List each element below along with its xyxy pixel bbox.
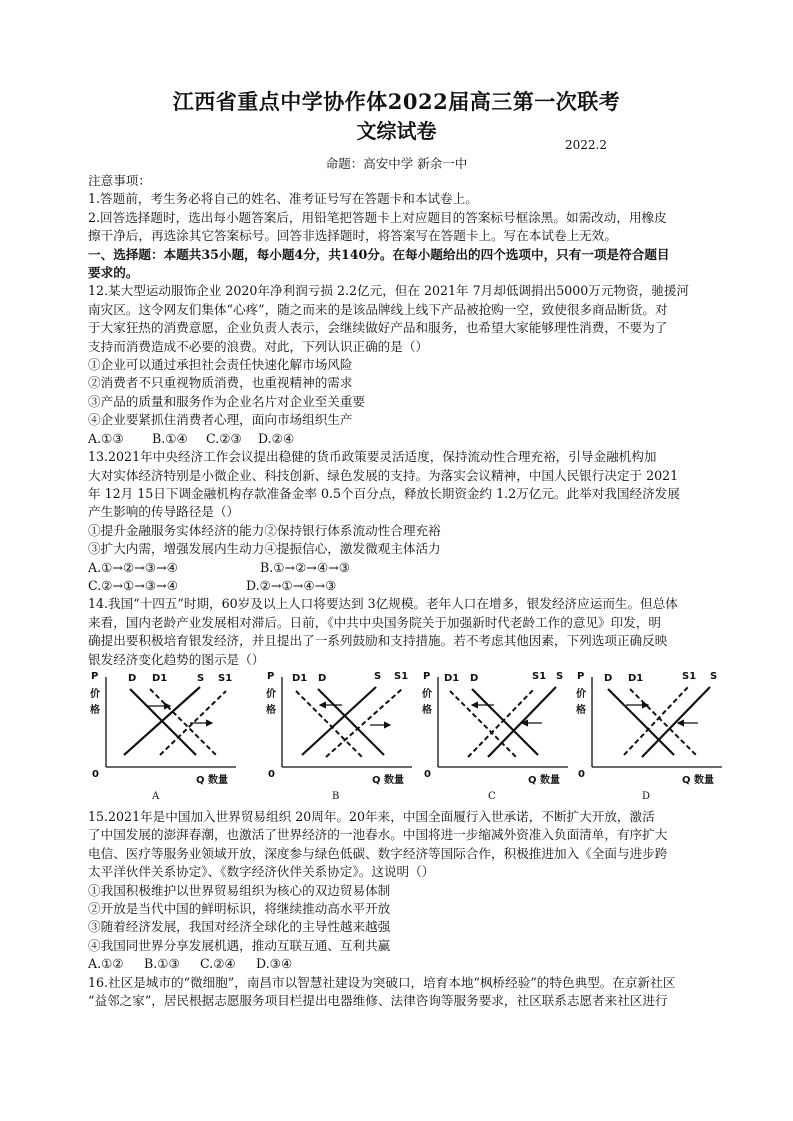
q13-choice-a: A.①→②→③→④ (88, 559, 178, 575)
note-2a: 2.回答选择题时，选出每小题答案后，用铅笔把答题卡上对应题目的答案标号框涂黑。如需改动，用橡皮 (88, 209, 667, 225)
q12-choice-c: C.②③ (206, 430, 242, 446)
graph-a-price-1: 价 (90, 689, 100, 700)
graph-a-d: D (128, 673, 137, 684)
q13-options-12: ①提升金融服务实体经济的能力②保持银行体系流动性合理充裕 (88, 522, 441, 538)
exam-body (88, 172, 738, 669)
graph-a (90, 663, 240, 805)
q15-option-4: ④我国同世界分享发展机遇，推动互联互通、互利共赢 (88, 937, 391, 953)
q12-choice-a: A.①③ (88, 430, 124, 446)
graph-c (422, 663, 572, 805)
graph-d-s1: S1 (682, 671, 697, 682)
q13-choice-d: D.②→①→④→③ (246, 577, 337, 593)
q12-line-3: 于大家狂热的消费意愿，企业负责人表示，会继续做好产品和服务，也希望大家能够理性消费，不要为了 (88, 320, 668, 336)
graph-a-axis-q: Q 数量 (196, 775, 228, 786)
graph-a-s: S (197, 673, 205, 684)
exam-setter: 命题：高安中学 新余一中 (325, 156, 468, 171)
q13-choice-c: C.②→①→③→④ (88, 577, 179, 593)
graph-a-label: A (152, 791, 160, 802)
q15-choice-a: A.①② (88, 956, 124, 972)
graph-b-d: D (318, 673, 327, 684)
graph-d-label: D (642, 791, 651, 802)
graph-b-d1: D1 (292, 673, 308, 684)
graph-b-label: B (332, 791, 340, 802)
q13-choice-b: B.①→②→④→③ (260, 559, 351, 575)
graph-d-d: D (604, 673, 613, 684)
graph-a-price-2: 格 (90, 705, 100, 716)
graph-d-axis-p: P (577, 671, 585, 682)
exam-subtitle: 文综试卷 (356, 119, 437, 143)
graph-d-s: S (710, 671, 718, 682)
graph-b-price-2: 格 (266, 705, 276, 716)
q12-choice-d: D.②④ (258, 430, 295, 446)
graph-c-price-2: 格 (422, 705, 432, 716)
graph-d-origin: 0 (578, 769, 585, 780)
q15-option-1: ①我国积极维护以世界贸易组织为核心的双边贸易体制 (88, 882, 391, 898)
q14-line-3: 确提出要积极培育银发经济，并且提出了一系列鼓励和支持措施。若不考虑其他因素，下列选项正确反映 (88, 633, 668, 649)
graph-c-price-1: 价 (422, 689, 432, 700)
q15-line-3: 电信、医疗等服务业领域开放，深度参与绿色低碳、数字经济等国际合作，积极推进加入《全面与进步跨 (88, 845, 668, 861)
graph-a-axis-p: P (91, 671, 99, 682)
q12-line-1: 12.某大型运动服饰企业 2020年净利润亏损 2.2亿元，但在 2021年 7月却低调捐出5000万元物资，驰援河 (88, 283, 690, 299)
q15-option-2: ②开放是当代中国的鲜明标识，将继续推动高水平开放 (88, 901, 391, 917)
graph-c-label: C (488, 791, 496, 802)
graph-b-axis-p: P (267, 671, 275, 682)
q15-line-1: 15.2021年是中国加入世界贸易组织 20周年。20年来，中国全面履行入世承诺，不断扩大开放，激活 (88, 809, 655, 824)
q16-line-1: 16.社区是城市的“微细胞”，南昌市以智慧社建设为突破口，培育本地“枫桥经验”的特色典型。在京新社区 (88, 974, 676, 990)
q12-option-4: ④企业要紧抓住消费者心理，面向市场组织生产 (88, 412, 353, 428)
q13-choices-ab (88, 559, 738, 577)
q13-line-1: 13.2021年中央经济工作会议提出稳健的货币政策要灵活适度，保持流动性合理充裕，引导金融机构加 (88, 449, 657, 465)
q14-line-1: 14.我国“十四五”时期，60岁及以上人口将要达到 3亿规模。老年人口在增多，银发经济应运而生。但总体 (88, 596, 678, 612)
graph-b-s: S (374, 671, 382, 682)
graph-a-s1: S1 (218, 673, 233, 684)
graph-c-origin: 0 (424, 769, 431, 780)
q14-line-4: 银发经济变化趋势的图示是（） (88, 651, 265, 667)
q12-option-2: ②消费者不只重视物质消费，也重视精神的需求 (88, 375, 353, 391)
graph-c-axis-q: Q 数量 (528, 775, 560, 786)
q16-line-2: “益邻之家”，居民根据志愿服务项目栏提出电器维修、法律咨询等服务要求，社区联系志愿者来社区进行 (88, 993, 668, 1009)
q13-line-3: 年 12月 15日下调金融机构存款准备金率 0.5个百分点，释放长期资金约 1.2万亿元。此举对我国经济发展 (88, 485, 680, 501)
q12-option-1: ①企业可以通过承担社会责任快速化解市场风险 (88, 357, 353, 373)
supply-demand-graphs (90, 663, 730, 805)
exam-body-continued (88, 808, 738, 1010)
q13-options-34: ③扩大内需，增强发展内生动力④提振信心，激发微观主体活力 (88, 541, 441, 557)
q12-choice-b: B.①④ (152, 430, 188, 446)
q15-choice-b: B.①③ (144, 956, 180, 972)
q12-line-2: 南灾区。这令网友们集体“心疼”，随之而来的是该品牌线上线下产品被抢购一空，致使很多商品断货。对 (88, 301, 668, 317)
graph-d-d1: D1 (628, 673, 644, 684)
q15-line-2: 了中国发展的澎湃春潮，也激活了世界经济的一池春水。中国将进一步缩减外资准入负面清单，有序扩大 (88, 827, 668, 843)
graph-d (576, 663, 726, 805)
graph-c-d: D (470, 673, 479, 684)
q12-line-4: 支持而消费造成不必要的浪费。对此，下列认识正确的是（） (88, 338, 429, 354)
graph-b (266, 663, 416, 805)
note-1: 1.答题前，考生务必将自己的姓名、准考证号写在答题卡和本试卷上。 (88, 191, 478, 207)
graph-d-price-1: 价 (576, 689, 586, 700)
q15-choices (88, 955, 738, 973)
q15-line-4: 太平洋伙伴关系协定》、《数字经济伙伴关系协定》。这说明（） (88, 864, 435, 880)
q14-line-2: 来看，国内老龄产业发展相对滞后。日前，《中共中央国务院关于加强新时代老龄工作的意见》印发，明 (88, 614, 662, 630)
section-heading-2: 要求的。 (88, 265, 139, 281)
graph-c-d1: D1 (444, 673, 460, 684)
graph-c-s: S (556, 671, 564, 682)
q15-choice-c: C.②④ (200, 956, 236, 972)
q12-option-3: ③产品的质量和服务作为企业名片对企业至关重要 (88, 393, 366, 409)
graph-a-origin: 0 (92, 769, 99, 780)
graph-b-origin: 0 (268, 769, 275, 780)
section-heading-1: 一、选择题：本题共35小题，每小题4分，共140分。在每小题给出的四个选项中，只有一项是符合题目 (88, 246, 670, 262)
graph-b-price-1: 价 (266, 689, 276, 700)
graph-c-axis-p: P (423, 671, 431, 682)
exam-title: 江西省重点中学协作体2022届高三第一次联考 (172, 89, 621, 114)
graph-b-axis-q: Q 数量 (372, 775, 404, 786)
q15-option-3: ③随着经济发展，我国对经济全球化的主导性越来越强 (88, 919, 391, 935)
q13-line-4: 产生影响的传导路径是（） (88, 504, 240, 520)
graph-d-price-2: 格 (576, 705, 586, 716)
graph-a-d1: D1 (152, 673, 168, 684)
graph-d-axis-q: Q 数量 (682, 775, 714, 786)
q13-choices-cd (88, 577, 738, 595)
graph-c-s1: S1 (532, 671, 547, 682)
exam-date: 2022.2 (565, 138, 607, 152)
notes-heading: 注意事项： (88, 173, 151, 188)
q12-choices (88, 430, 738, 448)
q15-choice-d: D.③④ (256, 956, 293, 972)
note-2b: 擦干净后，再选涂其它答案标号。回答非选择题时，将答案写在答题卡上。写在本试卷上无效。 (88, 228, 617, 244)
q13-line-2: 大对实体经济特别是小微企业、科技创新、绿色发展的支持。为落实会议精神，中国人民银行决定于 2021 (88, 467, 679, 483)
graph-b-s1: S1 (394, 671, 409, 682)
